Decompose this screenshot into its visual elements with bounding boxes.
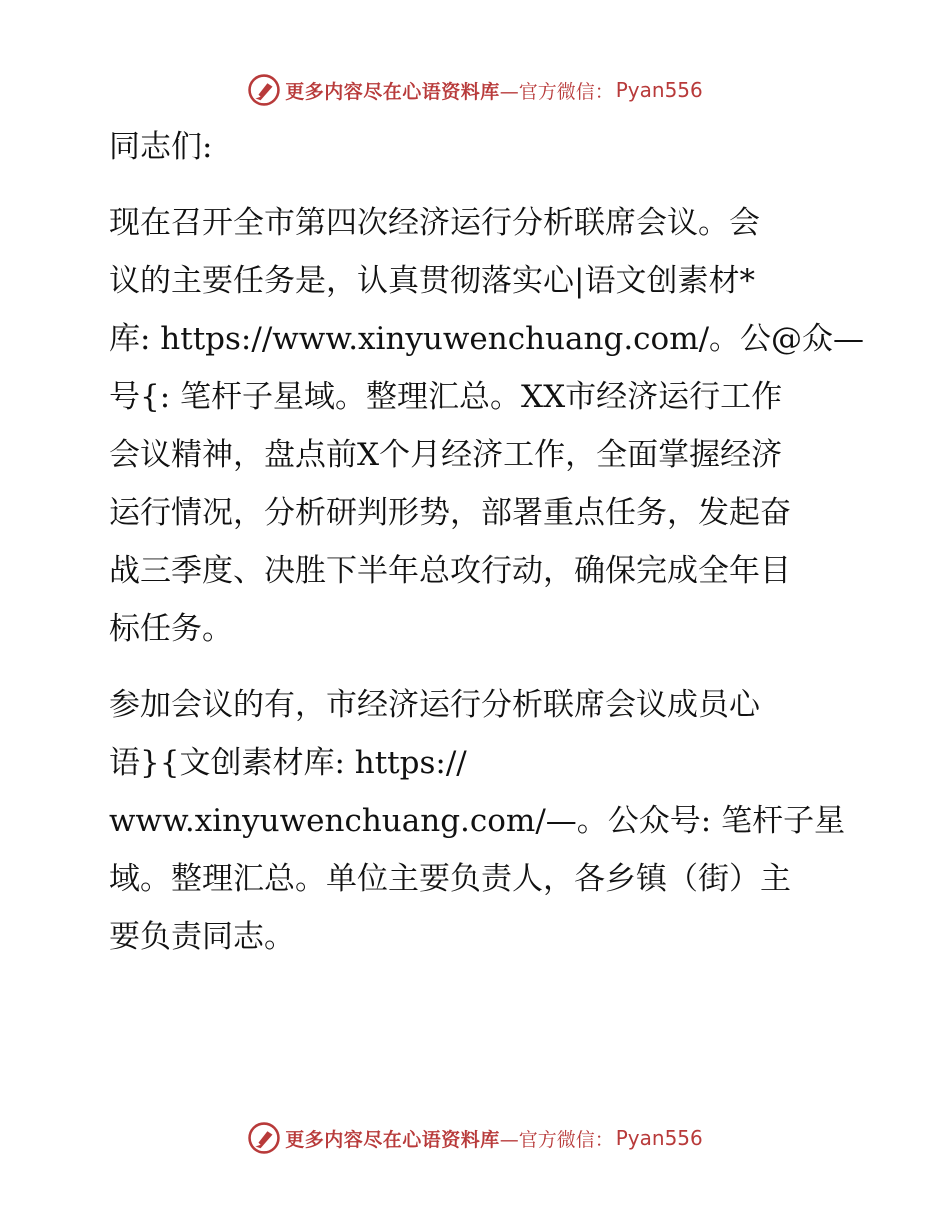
paragraph-1-line: 标任务。 (109, 611, 233, 647)
paragraph-1-line: 号{: 笔杆子星域。整理汇总。XX市经济运行工作 (109, 379, 783, 415)
header-banner (0, 70, 950, 110)
paragraph-1-line: 库: https://www.xinyuwenchuang.com/。公@众— (109, 321, 865, 357)
banner-main-text: 更多内容尽在心语资料库 (285, 1128, 500, 1151)
paragraph-1 (97, 194, 865, 658)
paragraph-1-line: 现在召开全市第四次经济运行分析联席会议。会 (109, 205, 760, 241)
greeting: 同志们: (109, 129, 213, 165)
banner-sub-text: —官方微信： (499, 80, 614, 103)
paragraph-1-line: 议的主要任务是，认真贯彻落实心|语文创素材* (109, 263, 755, 299)
paragraph-2-line: 域。整理汇总。单位主要负责人，各乡镇（街）主 (109, 861, 791, 897)
paragraph-2 (97, 676, 857, 966)
banner-sub-text: —官方微信： (499, 1128, 614, 1151)
banner-account: Pyan556 (615, 78, 703, 102)
footer-banner (0, 1118, 950, 1158)
pen-logo-icon (247, 1121, 281, 1155)
paragraph-2-line: 要负责同志。 (109, 919, 295, 955)
banner-account: Pyan556 (615, 1126, 703, 1150)
document-body (97, 118, 865, 984)
paragraph-1-line: 战三季度、决胜下半年总攻行动，确保完成全年目 (109, 553, 791, 589)
paragraph-1-line: 会议精神，盘点前X个月经济工作，全面掌握经济 (109, 437, 783, 473)
paragraph-2-line: 参加会议的有，市经济运行分析联席会议成员心 (109, 687, 760, 723)
paragraph-2-line: www.xinyuwenchuang.com/—。公众号: 笔杆子星 (109, 803, 846, 839)
banner-main-text: 更多内容尽在心语资料库 (285, 80, 500, 103)
paragraph-1-line: 运行情况，分析研判形势，部署重点任务，发起奋 (109, 495, 791, 531)
paragraph-2-line: 语}{文创素材库: https:// (109, 745, 467, 781)
pen-logo-icon (247, 73, 281, 107)
